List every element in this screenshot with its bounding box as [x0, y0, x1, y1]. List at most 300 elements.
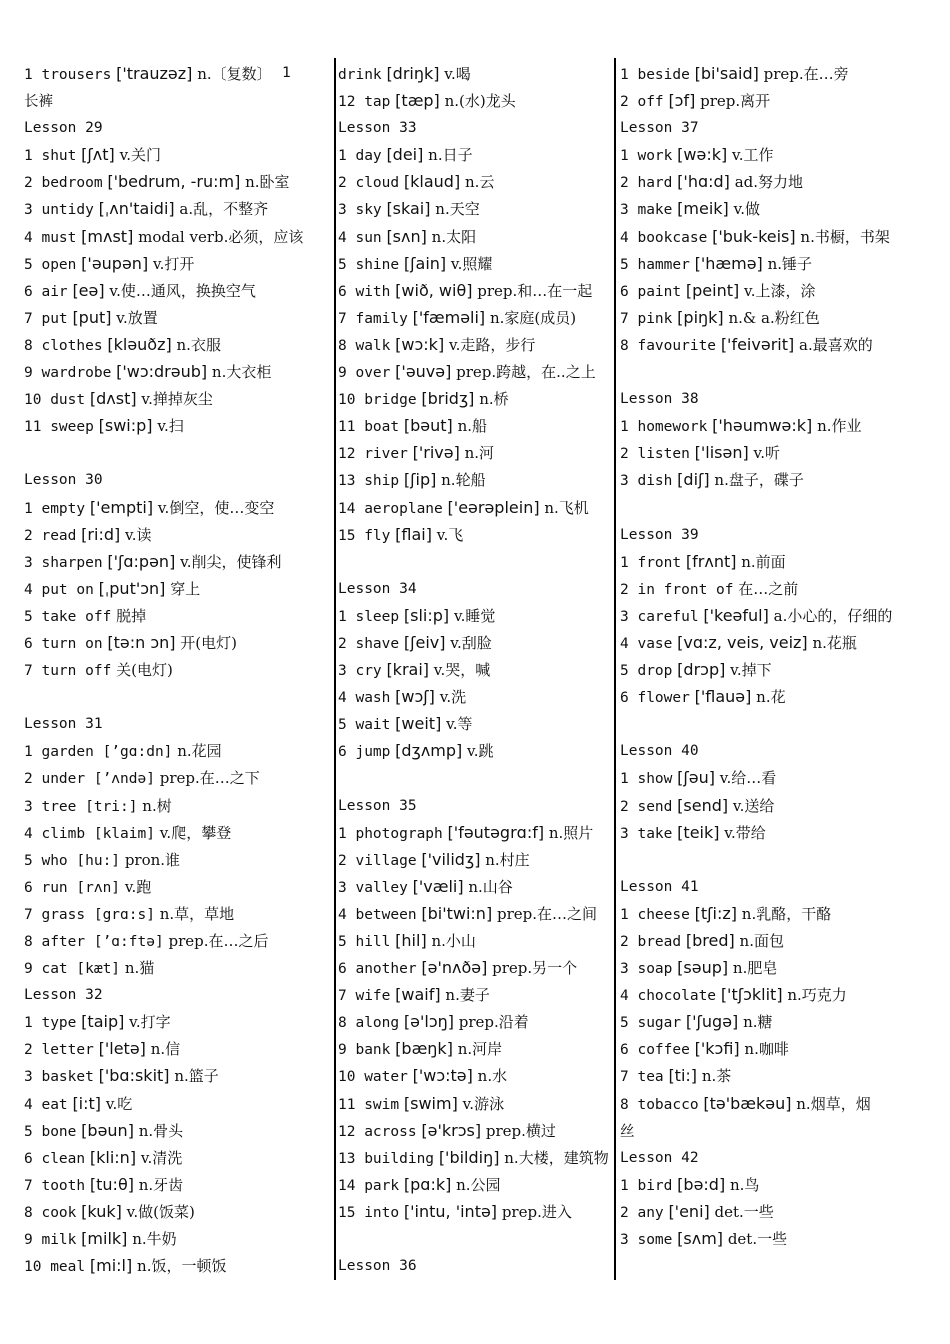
vocab-entry: [338, 358, 613, 385]
word: 6 with: [338, 283, 391, 300]
column-divider-left: [334, 58, 336, 1280]
meaning: n.乳酪，干酪: [741, 904, 832, 923]
phonetic: [ə'lɔŋ]: [403, 1012, 454, 1032]
phonetic: [mʌst]: [81, 226, 134, 246]
meaning: v.喝: [444, 65, 471, 83]
meaning: v.睡觉: [453, 606, 496, 625]
lesson-heading: [24, 981, 330, 1008]
meaning: v.送给: [732, 796, 775, 815]
word: 12 tap: [338, 94, 391, 111]
phonetic: [kuk]: [81, 1201, 122, 1221]
blank-line: [24, 439, 330, 466]
meaning: n.村庄: [485, 850, 530, 869]
word: 6 run [rʌn]: [24, 879, 121, 896]
word: 11 swim: [338, 1096, 400, 1113]
vocab-entry: [24, 1008, 330, 1035]
blank-line: [620, 846, 930, 873]
vocab-entry: [24, 223, 330, 250]
vocab-entry: [338, 521, 613, 548]
meaning: n.〔复数〕: [197, 65, 272, 83]
meaning: prep.另一个: [492, 959, 578, 978]
word: 4 between: [338, 906, 417, 923]
meaning: det.一些: [714, 1202, 774, 1221]
meaning: 穿上: [170, 579, 201, 598]
phonetic: ['ʃugə]: [685, 1012, 739, 1032]
blank-line: [338, 548, 613, 575]
word: 1 day: [338, 148, 382, 165]
phonetic: [ti:]: [668, 1066, 698, 1086]
phonetic: ['feivərit]: [720, 334, 795, 354]
lesson-title: Lesson 41: [620, 878, 699, 895]
phonetic: [wɔ:k]: [395, 334, 445, 354]
meaning: n.前面: [741, 552, 786, 571]
meaning: n.书橱，书架: [800, 227, 890, 246]
meaning: v.爬，攀登: [159, 823, 232, 842]
meaning: v.倒空，使…变空: [157, 498, 275, 517]
vocab-entry: [338, 250, 613, 277]
word: 7 turn off: [24, 663, 112, 680]
lesson-title: Lesson 33: [338, 120, 417, 137]
word: 4 bookcase: [620, 229, 708, 246]
word: 3 dish: [620, 473, 673, 490]
phonetic: [hil]: [395, 931, 427, 950]
meaning: n.鸟: [729, 1175, 760, 1194]
phonetic: ['ʃɑ:pən]: [107, 551, 176, 571]
phonetic: [ʃip]: [403, 470, 437, 490]
vocab-entry: [620, 60, 930, 87]
meaning: v.工作: [732, 146, 774, 165]
word: 4 wash: [338, 690, 391, 707]
vocab-entry: [620, 195, 930, 222]
word: 5 sugar: [620, 1015, 682, 1032]
phonetic: ['hæmə]: [694, 253, 763, 273]
meaning: n.山谷: [468, 877, 513, 896]
lesson-title: Lesson 37: [620, 120, 699, 137]
phonetic: [tæp]: [395, 91, 440, 111]
vocab-entry: [24, 1198, 330, 1225]
vocab-entry: [620, 1171, 930, 1198]
lesson-heading: [620, 873, 930, 900]
phonetic: ['flauə]: [694, 687, 752, 707]
word: 5 open: [24, 256, 77, 273]
word: 4 sun: [338, 229, 382, 246]
word: 8 clothes: [24, 337, 103, 354]
meaning: n.妻子: [445, 986, 490, 1005]
phonetic: ['intu, 'intə]: [403, 1201, 498, 1221]
vocab-entry: [338, 1198, 613, 1225]
meaning: n.衣服: [176, 335, 221, 354]
meaning: n.信: [150, 1040, 181, 1059]
vocab-entry: [338, 954, 613, 981]
vocab-entry: [338, 873, 613, 900]
lesson-heading: [620, 385, 930, 412]
vocab-entry: [24, 873, 330, 900]
blank-line: [338, 764, 613, 791]
word: 12 river: [338, 446, 408, 463]
vocab-entry: [620, 1008, 930, 1035]
phonetic: [ʃəu]: [677, 768, 716, 788]
vocab-entry: [24, 1252, 330, 1279]
vocab-entry: [620, 87, 930, 114]
phonetic: ['wɔ:tə]: [412, 1066, 473, 1086]
meaning: v.跳: [467, 742, 494, 761]
meaning: v.给…看: [719, 769, 777, 788]
meaning: n.烟草，烟: [796, 1094, 871, 1113]
meaning: n.太阳: [431, 227, 477, 246]
vocab-entry: [338, 385, 613, 412]
lesson-title: Lesson 40: [620, 743, 699, 760]
phonetic: [wɔʃ]: [395, 687, 435, 707]
phonetic: [kləuðz]: [107, 334, 172, 354]
meaning: v.洗: [439, 688, 467, 707]
vocab-entry: [620, 1198, 930, 1225]
meaning: n.大衣柜: [211, 363, 272, 382]
lesson-title: Lesson 31: [24, 716, 103, 733]
word: 1 type: [24, 1015, 77, 1032]
meaning: a.小心的，仔细的: [773, 606, 893, 625]
word: 丝: [620, 1123, 635, 1140]
vocab-entry: [338, 1117, 613, 1144]
vocab-entry: [338, 846, 613, 873]
word: 15 fly: [338, 527, 391, 544]
meaning: n.巧克力: [787, 986, 847, 1005]
vocab-entry: [620, 141, 930, 168]
meaning: ad.努力地: [734, 173, 804, 192]
word: 5 bone: [24, 1123, 77, 1140]
vocab-entry: [620, 819, 930, 846]
word: 11 sweep: [24, 419, 94, 436]
phonetic: [sli:p]: [403, 605, 450, 625]
word: 4 chocolate: [620, 988, 717, 1005]
word: 3 untidy: [24, 202, 94, 219]
vocab-entry: [620, 439, 930, 466]
meaning: n.河: [464, 444, 495, 463]
meaning: n.盘子，碟子: [714, 471, 804, 490]
vocab-entry: [338, 1035, 613, 1062]
meaning: n.卧室: [245, 173, 290, 192]
word: 2 shave: [338, 635, 400, 652]
word: 2 hard: [620, 175, 673, 192]
word: 10 dust: [24, 392, 86, 409]
vocab-entry: [620, 250, 930, 277]
phonetic: ['letə]: [98, 1039, 146, 1059]
lesson-title: Lesson 32: [24, 987, 103, 1004]
word: 1 photograph: [338, 825, 443, 842]
vocab-entry: [338, 412, 613, 439]
phonetic: [bridʒ]: [421, 389, 475, 409]
meaning: v.游泳: [462, 1094, 505, 1113]
lesson-heading: [24, 710, 330, 737]
meaning: a.乱，不整齐: [179, 200, 269, 219]
vocab-entry: [338, 710, 613, 737]
meaning: prep.和…在一起: [477, 281, 593, 300]
meaning: prep.跨越，在..之上: [456, 363, 596, 382]
meaning: v.听: [753, 444, 780, 463]
phonetic: ['wɔ:drəub]: [116, 362, 208, 382]
meaning: v.清洗: [140, 1148, 183, 1167]
vocab-entry: [338, 466, 613, 493]
vocab-entry: [24, 277, 330, 304]
vocab-entry: [338, 900, 613, 927]
meaning: v.走路，步行: [448, 335, 536, 354]
phonetic: [ə'krɔs]: [421, 1120, 482, 1140]
meaning: n.猫: [124, 959, 155, 978]
word: 10 bridge: [338, 392, 417, 409]
lesson-title: Lesson 36: [338, 1258, 417, 1275]
phonetic: [ʃain]: [403, 253, 447, 273]
phonetic: [swi:p]: [98, 416, 153, 436]
meaning: a.最喜欢的: [799, 335, 873, 354]
phonetic: [bi'said]: [694, 64, 759, 83]
phonetic: [send]: [677, 795, 729, 815]
word: 6 jump: [338, 744, 391, 761]
word: 14 aeroplane: [338, 500, 443, 517]
vocab-entry: [620, 1035, 930, 1062]
word: 1 bird: [620, 1177, 673, 1194]
vocab-entry: [24, 1090, 330, 1117]
word: 5 take off: [24, 608, 112, 625]
phonetic: [pɑ:k]: [403, 1174, 452, 1194]
vocab-entry: [338, 683, 613, 710]
phonetic: ['væli]: [412, 876, 464, 896]
meaning: v.刮脸: [450, 633, 492, 652]
meaning: n.牙齿: [138, 1175, 184, 1194]
word: 3 some: [620, 1232, 673, 1249]
vocab-entry: [24, 602, 330, 629]
phonetic: [mi:l]: [89, 1256, 133, 1276]
vocab-entry: [338, 195, 613, 222]
column-1: [24, 60, 330, 1279]
phonetic: [səup]: [677, 958, 729, 978]
phonetic: [klaud]: [403, 172, 461, 192]
word: 2 bedroom: [24, 175, 103, 192]
meaning: v.打开: [152, 254, 195, 273]
vocab-entry: [620, 331, 930, 358]
word: 1 garden [’gɑ:dn]: [24, 744, 173, 761]
vocab-entry: [620, 683, 930, 710]
phonetic: [flai]: [395, 524, 432, 544]
vocab-entry: [620, 1225, 930, 1252]
word: 1 homework: [620, 419, 708, 436]
vocab-entry: [24, 548, 330, 575]
phonetic: [wið, wiθ]: [395, 280, 473, 300]
meaning: pron.谁: [124, 850, 181, 869]
word: drink: [338, 67, 382, 83]
phonetic: ['əupən]: [81, 253, 149, 273]
word: 2 read: [24, 527, 77, 544]
word: 4 must: [24, 229, 77, 246]
meaning: modal verb.必须，应该: [138, 227, 304, 246]
lesson-title: Lesson 30: [24, 472, 103, 489]
word: 10 meal: [24, 1259, 86, 1276]
vocab-entry: [620, 792, 930, 819]
vocab-entry: [620, 304, 930, 331]
meaning: prep.横过: [485, 1121, 556, 1140]
phonetic: [bə:d]: [677, 1174, 726, 1194]
word: 10 water: [338, 1069, 408, 1086]
meaning: n.糖: [743, 1013, 773, 1032]
meaning: n.(水)龙头: [444, 92, 516, 111]
phonetic: [ri:d]: [81, 524, 121, 544]
meaning: n.花: [756, 688, 786, 707]
phonetic: [waif]: [395, 985, 441, 1005]
phonetic: ['kɔfi]: [694, 1039, 740, 1059]
meaning: v.打字: [129, 1013, 171, 1032]
vocab-entry: [24, 954, 330, 981]
word: 5 who [hu:]: [24, 852, 121, 869]
phonetic: [dʌst]: [89, 389, 137, 409]
phonetic: [frʌnt]: [685, 551, 737, 571]
meaning: n.牛奶: [132, 1230, 177, 1249]
vocab-entry: [620, 575, 930, 602]
phonetic: ['empti]: [89, 497, 154, 517]
vocab-entry: [24, 358, 330, 385]
vocab-entry: [24, 1144, 330, 1171]
phonetic: [diʃ]: [677, 470, 710, 490]
phonetic: [ˌʌn'taidi]: [98, 199, 175, 219]
meaning: 开(电灯): [180, 633, 238, 652]
lesson-title: Lesson 42: [620, 1149, 699, 1166]
meaning: v.使…通风，换换空气: [109, 281, 256, 300]
word: 7 grass [grɑ:s]: [24, 906, 155, 923]
phonetic: [bəut]: [403, 416, 453, 436]
word: 9 bank: [338, 1042, 391, 1059]
phonetic: [milk]: [81, 1229, 128, 1249]
word: 1 front: [620, 554, 682, 571]
word: 3 make: [620, 202, 673, 219]
meaning: v.放置: [116, 308, 158, 327]
vocab-entry: [338, 1090, 613, 1117]
word: 8 favourite: [620, 337, 717, 354]
vocab-entry: [620, 900, 930, 927]
vocab-entry: [338, 304, 613, 331]
word: 3 soap: [620, 961, 673, 978]
overlapping-item-number: 1: [282, 65, 291, 81]
phonetic: ['fæməli]: [412, 307, 486, 327]
meaning: prep.在…之下: [159, 769, 260, 788]
vocab-entry: [24, 1225, 330, 1252]
vocab-entry: [24, 1035, 330, 1062]
meaning: n.草，草地: [159, 904, 235, 923]
vocab-entry: [338, 819, 613, 846]
word: 1 trousers: [24, 67, 112, 83]
phonetic: [krai]: [386, 660, 430, 680]
blank-line: [620, 494, 930, 521]
vocab-entry: [338, 1062, 613, 1089]
phonetic: [teik]: [677, 822, 720, 842]
meaning: n.云: [464, 173, 495, 192]
phonetic: [ə'nʌðə]: [421, 958, 488, 978]
word: 5 shine: [338, 256, 400, 273]
phonetic: ['buk-keis]: [712, 226, 796, 246]
word: 6 coffee: [620, 1042, 690, 1059]
phonetic: [bæŋk]: [395, 1039, 453, 1059]
meaning: n.面包: [739, 932, 784, 950]
vocab-entry: [620, 412, 930, 439]
phonetic: [eə]: [72, 280, 105, 300]
phonetic: [piŋk]: [677, 307, 724, 327]
vocab-entry: [24, 195, 330, 222]
phonetic: [vɑ:z, veis, veiz]: [677, 632, 808, 652]
word: 6 turn on: [24, 635, 103, 652]
vocab-entry: [24, 1062, 330, 1089]
meaning: prep.在…旁: [763, 65, 849, 83]
meaning: n.咖啡: [744, 1040, 789, 1059]
vocab-entry: [620, 223, 930, 250]
vocab-entry: [24, 1117, 330, 1144]
meaning: prep.进入: [501, 1202, 572, 1221]
word: 8 tobacco: [620, 1096, 699, 1113]
lesson-title: Lesson 34: [338, 580, 417, 597]
meaning: v.跑: [124, 877, 152, 896]
word: 5 drop: [620, 663, 673, 680]
lesson-heading: [620, 737, 930, 764]
phonetic: [i:t]: [72, 1093, 102, 1113]
phonetic: ['eni]: [668, 1201, 710, 1221]
vocab-entry: [620, 466, 930, 493]
meaning: n.篮子: [174, 1067, 219, 1086]
phonetic: [driŋk]: [386, 64, 440, 83]
word: 11 boat: [338, 419, 400, 436]
meaning: v.读: [125, 525, 152, 544]
meaning: v.关门: [119, 146, 162, 165]
meaning: n.河岸: [457, 1040, 503, 1059]
meaning: n.骨头: [138, 1121, 184, 1140]
meaning: n.大楼，建筑物: [504, 1148, 609, 1167]
word: 2 cloud: [338, 175, 400, 192]
phonetic: ['tʃɔklit]: [720, 985, 783, 1005]
vocab-entry: [620, 656, 930, 683]
word: 9 wardrobe: [24, 365, 112, 382]
lesson-heading: [24, 114, 330, 141]
meaning: prep.沿着: [458, 1013, 529, 1032]
lesson-heading: [338, 114, 613, 141]
vocab-entry: [24, 1171, 330, 1198]
meaning: v.带给: [724, 823, 766, 842]
word: 1 sleep: [338, 608, 400, 625]
meaning: n.公园: [456, 1175, 501, 1194]
word: 8 after [’ɑ:ftə]: [24, 934, 164, 950]
vocab-entry: [338, 656, 613, 683]
word: 5 hill: [338, 934, 391, 950]
vocab-entry: [620, 954, 930, 981]
vocab-entry: [24, 737, 330, 764]
phonetic: [ɔf]: [668, 91, 696, 111]
phonetic: [tʃi:z]: [694, 903, 737, 923]
word: 3 sky: [338, 202, 382, 219]
phonetic: ['keəful]: [703, 605, 769, 625]
vocab-entry: [24, 250, 330, 277]
word: 3 valley: [338, 879, 408, 896]
word: 6 flower: [620, 690, 690, 707]
vocab-entry: [620, 602, 930, 629]
lesson-title: Lesson 39: [620, 526, 699, 543]
phonetic: ['əuvə]: [395, 362, 452, 382]
phonetic: [wə:k]: [677, 145, 728, 165]
blank-line: [620, 710, 930, 737]
vocab-entry: [24, 385, 330, 412]
word: 9 cat [kæt]: [24, 961, 121, 978]
word: 8 along: [338, 1015, 400, 1032]
word: 6 clean: [24, 1150, 86, 1167]
meaning: det.一些: [727, 1230, 788, 1249]
vocab-entry: [620, 1090, 930, 1117]
phonetic: [drɔp]: [677, 660, 726, 680]
phonetic: [put]: [72, 307, 112, 327]
meaning: v.照耀: [450, 254, 493, 273]
phonetic: ['vilidʒ]: [421, 849, 481, 869]
meaning: n.花园: [177, 742, 222, 761]
